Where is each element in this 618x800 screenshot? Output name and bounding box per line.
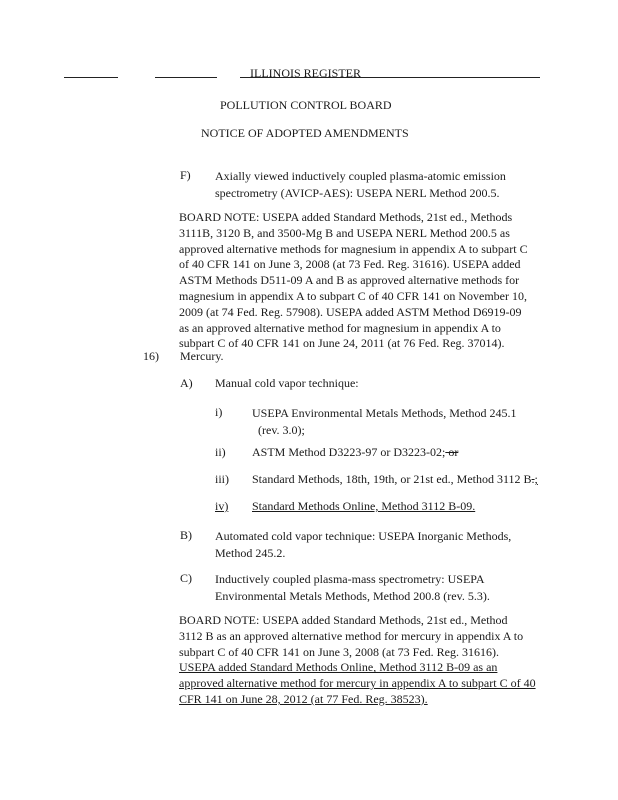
sub-iv-text: Standard Methods Online, Method 3112 B-09. (252, 499, 476, 513)
item-b-line: Method 245.2. (215, 545, 286, 560)
board-note-1 (179, 210, 528, 352)
register-title: ILLINOIS REGISTER (250, 66, 361, 80)
item-c-line: Inductively coupled plasma-mass spectrometry: USEPA (215, 572, 485, 586)
item-b-text (215, 528, 511, 561)
sub-iv-marker: iv) (215, 499, 229, 513)
sub-iii-text (252, 472, 538, 487)
board-note-1-line: ASTM Methods D511-09 A and B as approved alternative methods for (179, 273, 520, 288)
header-rule-left-1 (64, 77, 118, 78)
sub-i-marker: i) (215, 405, 223, 419)
sub-ii-text (252, 445, 458, 460)
item-f-line: spectrometry (AVICP-AES): USEPA NERL Method 200.5. (215, 185, 500, 200)
board-note-1-line: subpart C of 40 CFR 141 on June 24, 2011 (at 76 Fed. Reg. 37014). (179, 336, 505, 351)
board-note-2 (179, 613, 536, 708)
board-note-1-line: magnesium in appendix A to subpart C of 40 CFR 141 on November 10, (179, 288, 527, 303)
sub-i-line: (rev. 3.0); (258, 422, 305, 437)
sub-ii-main: ASTM Method D3223-97 or D3223-02; (252, 445, 446, 459)
board-note-2-added-line: approved alternative method for mercury in appendix A to subpart C of 40 (179, 676, 536, 691)
board-note-1-line: 2009 (at 74 Fed. Reg. 57908). USEPA added ASTM Method D6919-09 (179, 304, 522, 319)
item-c-marker: C) (180, 571, 192, 585)
item-a-label: Manual cold vapor technique: (215, 376, 359, 390)
header-rule-right (240, 77, 540, 78)
sub-ii-marker: ii) (215, 445, 226, 459)
board-note-2-line: BOARD NOTE: USEPA added Standard Methods, 21st ed., Method (179, 613, 508, 627)
notice-title: NOTICE OF ADOPTED AMENDMENTS (201, 126, 409, 140)
item-b-marker: B) (180, 528, 192, 542)
sub-i-text (252, 405, 517, 438)
board-note-1-line: as an approved alternative method for magnesium in appendix A to (179, 320, 501, 335)
item-16-label: Mercury. (180, 349, 224, 363)
board-note-2-line: 3112 B as an approved alternative method for mercury in appendix A to (179, 628, 524, 643)
header-rule-left-2 (155, 77, 217, 78)
item-c-text (215, 571, 490, 604)
sub-i-line: USEPA Environmental Metals Methods, Method 245.1 (252, 406, 517, 420)
item-f-marker: F) (180, 168, 191, 182)
sub-iii-marker: iii) (215, 472, 229, 486)
item-f-line: Axially viewed inductively coupled plasma-atomic emission (215, 169, 506, 183)
item-c-line: Environmental Metals Methods, Method 200.8 (rev. 5.3). (215, 588, 490, 603)
board-note-2-added-line: USEPA added Standard Methods Online, Method 3112 B-09 as an (179, 660, 498, 675)
item-a-marker: A) (180, 376, 193, 390)
board-note-1-line: 3111B, 3120 B, and 3500-Mg B and USEPA NERL Method 200.5 as (179, 225, 510, 240)
sub-ii-struck: or (445, 445, 459, 459)
board-title: POLLUTION CONTROL BOARD (220, 98, 392, 112)
board-note-1-line: approved alternative methods for magnesium in appendix A to subpart C (179, 241, 528, 256)
sub-iii-added: ; (534, 472, 538, 486)
board-note-2-line: subpart C of 40 CFR 141 on June 3, 2008 (at 73 Fed. Reg. 31616). (179, 644, 499, 659)
board-note-1-line: of 40 CFR 141 on June 3, 2008 (at 73 Fed. Reg. 31616). USEPA added (179, 257, 521, 272)
item-f-text (215, 168, 506, 201)
item-16-marker: 16) (143, 349, 159, 363)
sub-iii-main: Standard Methods, 18th, 19th, or 21st ed., Method 3112 B (252, 472, 532, 486)
board-note-2-added-line: CFR 141 on June 28, 2012 (at 77 Fed. Reg. 38523). (179, 691, 428, 706)
item-b-line: Automated cold vapor technique: USEPA Inorganic Methods, (215, 529, 512, 543)
board-note-1-line: BOARD NOTE: USEPA added Standard Methods, 21st ed., Methods (179, 210, 513, 224)
sub-iii-struck: . (531, 472, 535, 486)
